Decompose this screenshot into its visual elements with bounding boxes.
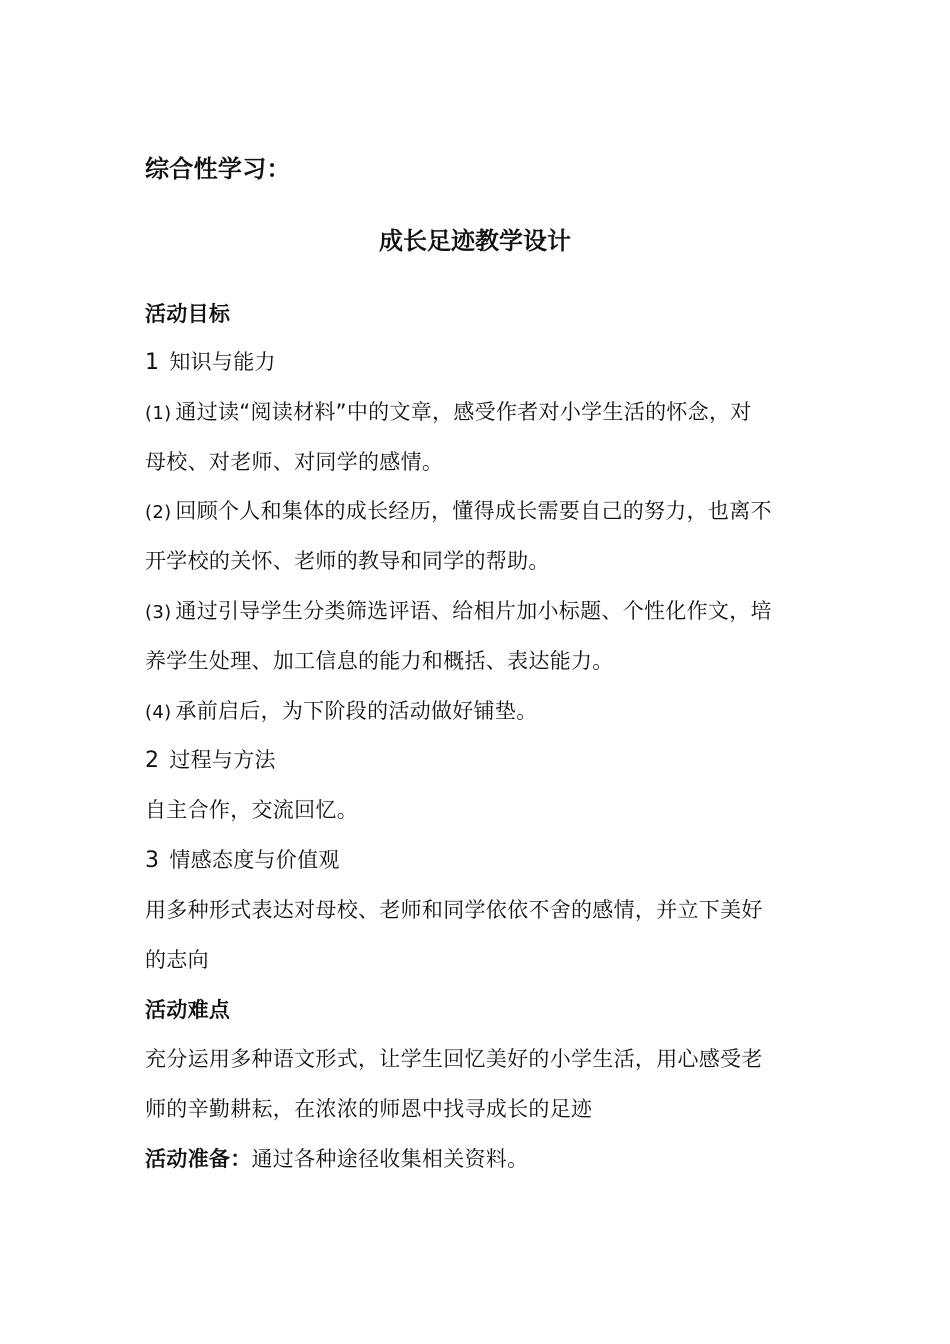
preparation-line [145,1144,800,1174]
knowledge-number: 1 [145,350,160,375]
knowledge-item-2-line-2: 开学校的关怀、老师的教导和同学的帮助。 [145,549,550,573]
emotion-number: 3 [145,848,160,873]
knowledge-title: 知识与能力 [169,350,276,374]
process-title: 过程与方法 [169,748,276,772]
page-title: 成长足迹教学设计 [379,227,571,255]
item-marker: (4) [145,702,172,723]
difficulty-text-line-1: 充分运用多种语文形式，让学生回忆美好的小学生活，用心感受老 [145,1047,763,1071]
knowledge-item-2-line-1 [145,496,800,528]
objectives-heading: 活动目标 [145,302,231,326]
difficulty-heading: 活动难点 [145,998,231,1022]
item-text: 回顾个人和集体的成长经历，懂得成长需要自己的努力，也离不 [175,499,772,523]
process-subheading [145,745,800,776]
preparation-text: 通过各种途径收集相关资料。 [251,1147,529,1171]
item-text: 通过读“阅读材料”中的文章，感受作者对小学生活的怀念，对 [175,400,752,424]
item-marker: (3) [145,602,172,623]
item-marker: (1) [145,403,172,424]
knowledge-item-1-line-1 [145,397,800,429]
item-text: 通过引导学生分类筛选评语、给相片加小标题、个性化作文，培 [175,599,772,623]
section-label: 综合性学习： [145,155,291,183]
emotion-text-line-2: 的志向 [145,948,209,972]
knowledge-item-3-line-2: 养学生处理、加工信息的能力和概括、表达能力。 [145,649,614,673]
process-text: 自主合作，交流回忆。 [145,798,358,822]
emotion-text-line-1: 用多种形式表达对母校、老师和同学依依不舍的感情，并立下美好 [145,898,763,922]
knowledge-item-3-line-1 [145,596,800,628]
process-number: 2 [145,748,160,773]
emotion-title: 情感态度与价值观 [169,848,340,872]
item-text: 承前启后，为下阶段的活动做好铺垫。 [175,699,538,723]
item-marker: (2) [145,502,172,523]
emotion-subheading [145,845,800,876]
knowledge-item-4 [145,696,800,728]
knowledge-item-1-line-2: 母校、对老师、对同学的感情。 [145,450,444,474]
difficulty-text-line-2: 师的辛勤耕耘，在浓浓的师恩中找寻成长的足迹 [145,1097,593,1121]
preparation-heading: 活动准备： [145,1147,252,1171]
knowledge-subheading [145,347,800,378]
